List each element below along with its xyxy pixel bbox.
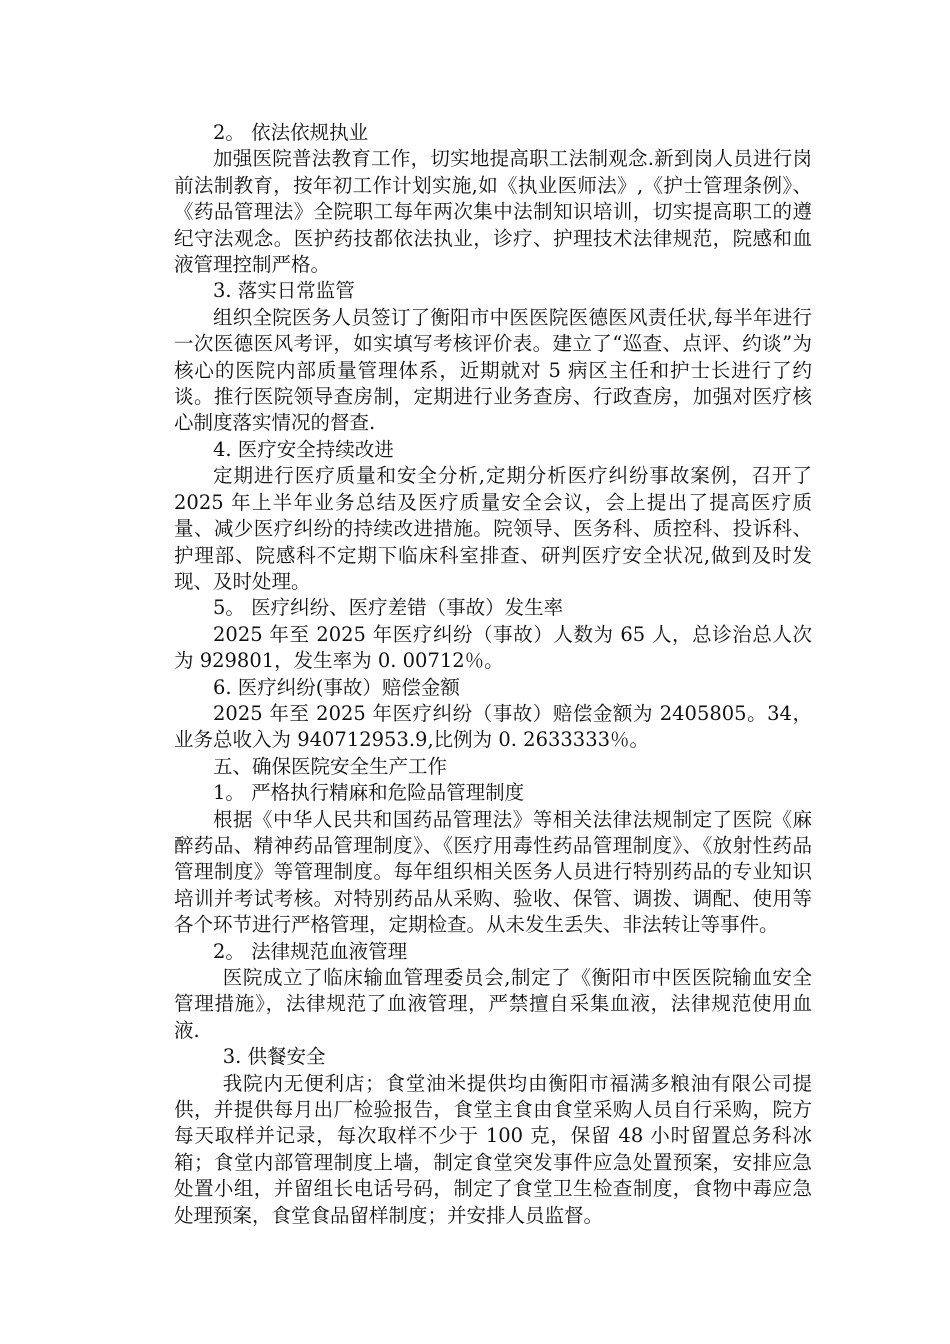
section-heading: 3. 落实日常监管: [213, 279, 355, 303]
paragraph: 2025 年至 2025 年医疗纠纷（事故）赔偿金额为 2405805。34，业务总收入为 940712953.9,比例为 0. 2633333％。: [174, 701, 812, 752]
chapter-heading: 五、确保医院安全生产工作: [213, 754, 448, 778]
section-heading: 2。 法律规范血液管理: [213, 939, 408, 963]
paragraph: 根据《中华人民共和国药品管理法》等相关法律法规制定了医院《麻醉药品、精神药品管理制度》、《医疗用毒性药品管理制度》、《放射性药品管理制度》等管理制度。每年组织相关医务人员进行特别药品的专业知识培训并考试考核。对特别药品从采购、验收、保管、调拨、调配、使用等各个环节进行严格管理，定期检查。从未发生丢失、非法转让等事件。: [174, 807, 812, 937]
paragraph: 定期进行医疗质量和安全分析,定期分析医疗纠纷事故案例，召开了 2025 年上半年业务总结及医疗质量安全会议，会上提出了提高医疗质量、减少医疗纠纷的持续改进措施。院领导、医务科、质控科、投诉科、护理部、院感科不定期下临床科室排查、研判医疗安全状况,做到及时发现、及时处理。: [174, 464, 812, 593]
section-heading: 6. 医疗纠纷(事故）赔偿金额: [213, 675, 460, 699]
section-heading: 4. 医疗安全持续改进: [213, 437, 394, 461]
paragraph: 2025 年至 2025 年医疗纠纷（事故）人数为 65 人，总诊治总人次为 929801，发生率为 0. 00712％。: [174, 622, 812, 673]
paragraph: 我院内无便利店；食堂油米提供均由衡阳市福满多粮油有限公司提供，并提供每月出厂检验报告，食堂主食由食堂采购人员自行采购，院方每天取样并记录，每次取样不少于 100 克，保留 48 小时留置总务科冰箱；食堂内部管理制度上墙，制定食堂突发事件应急处置预案，安排应急处置小组，并留组长电话号码，制定了食堂卫生检查制度，食物中毒应急处理预案，食堂食品留样制度；并安排人员监督。: [174, 1071, 812, 1227]
paragraph: 加强医院普法教育工作，切实地提高职工法制观念.新到岗人员进行岗前法制教育，按年初工作计划实施,如《执业医师法》,《护士管理条例》、《药品管理法》全院职工每年两次集中法制知识培训，切实提高职工的遵纪守法观念。医护药技都依法执业，诊疗、护理技术法律规范，院感和血液管理控制严格。: [174, 147, 812, 277]
paragraph: 组织全院医务人员签订了衡阳市中医医院医德医风责任状,每半年进行一次医德医风考评，如实填写考核评价表。建立了“巡查、点评、约谈”为核心的医院内部质量管理体系，近期就对 5 病区主任和护士长进行了约谈。推行医院领导查房制，定期进行业务查房、行政查房，加强对医疗核心制度落实情况的督查.: [174, 305, 812, 435]
section-heading: 2。 依法依规执业: [213, 121, 369, 144]
section-heading: 3. 供餐安全: [222, 1045, 326, 1069]
section-heading: 5。 医疗纠纷、医疗差错（事故）发生率: [213, 596, 564, 620]
section-heading: 1。 严格执行精麻和危险品管理制度: [213, 781, 525, 805]
paragraph: 医院成立了临床输血管理委员会,制定了《衡阳市中医医院输血安全管理措施》，法律规范了血液管理，严禁擅自采集血液，法律规范使用血液.: [174, 966, 812, 1042]
